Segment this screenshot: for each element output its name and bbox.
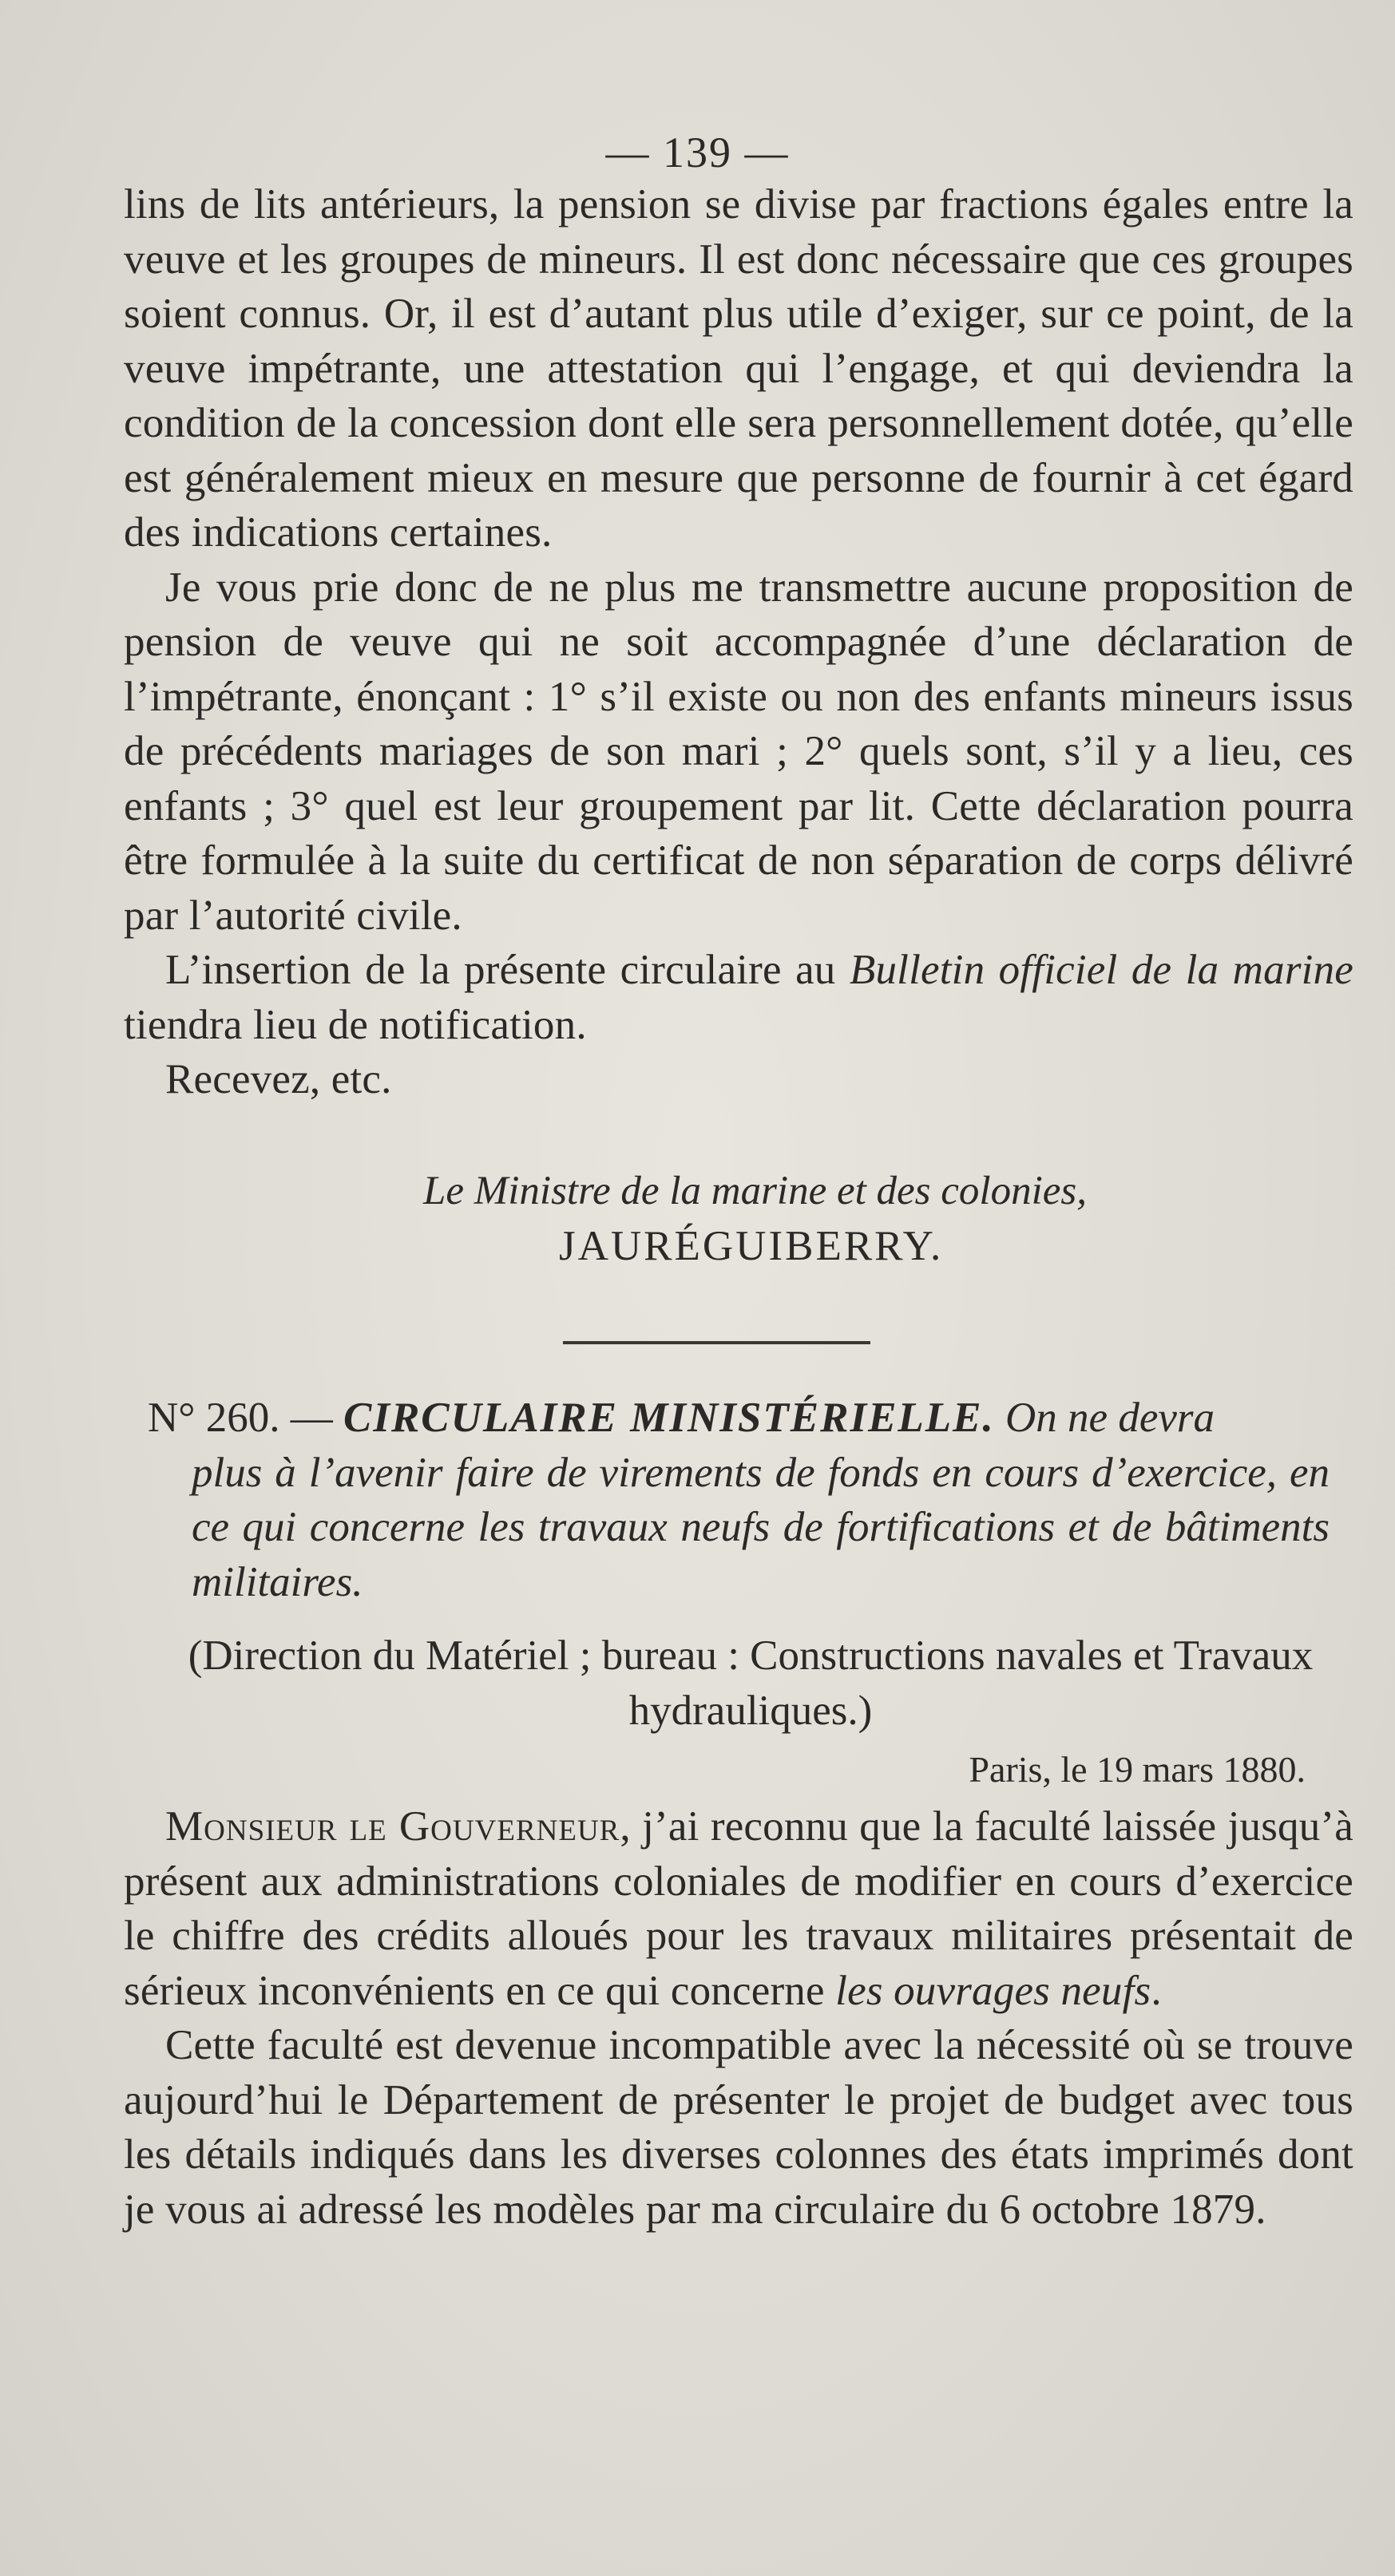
section-divider xyxy=(563,1341,870,1344)
closing-formula: Recevez, etc. xyxy=(165,1056,392,1102)
circular-description-start: On ne devra xyxy=(994,1395,1215,1441)
paragraph-insertion xyxy=(124,943,1353,1052)
page-number: — 139 — xyxy=(605,129,790,176)
bulletin-title: Bulletin officiel de la marine xyxy=(849,947,1353,993)
insertion-text-after: tiendra lieu de notification. xyxy=(124,1001,587,1048)
circular-title: CIRCULAIRE MINISTÉRIELLE. xyxy=(343,1395,995,1441)
insertion-text-before: L’insertion de la présente circulaire au xyxy=(165,947,850,993)
body-text-bottom xyxy=(124,1799,1353,2237)
circular-heading xyxy=(148,1391,1330,1609)
direction-note: (Direction du Matériel ; bureau : Constructions navales et Travaux hydrauliques.) xyxy=(188,1632,1314,1734)
new-works-phrase: les ouvrages neufs xyxy=(835,1967,1151,2014)
signature-title: Le Ministre de la marine et des colonies, xyxy=(423,1169,1087,1213)
paragraph-incompatibility: Cette faculté est devenue incompatible avec la nécessité où se trouve aujourd’hui le Département de présenter le projet de budget avec tous les détails indiqués dans les diverses colonnes des états imprimés dont je vous ai adressé les modèles par ma circulaire du 6 octobre 1879. xyxy=(124,2022,1353,2233)
signature-name: JAURÉGUIBERRY. xyxy=(559,1223,944,1269)
body-text-top xyxy=(124,177,1353,1107)
paragraph-recognition xyxy=(124,1799,1353,2018)
date-line: Paris, le 19 mars 1880. xyxy=(969,1749,1306,1790)
salutation: Monsieur le Gouverneur xyxy=(165,1803,620,1850)
paragraph-request: Je vous prie donc de ne plus me transmettre aucune proposition de pension de veuve qui ne soit accompagnée d’une déclaration de l’impétrante, énonçant : 1° s’il existe ou non des enfants mineurs issus de précédents mariages de son mari ; 2° quels sont, s’il y a lieu, ces enfants ; 3° quel est leur groupement par lit. Cette déclaration pourra être formulée à la suite du certificat de non séparation de corps délivré par l’autorité civile. xyxy=(124,564,1353,939)
circular-number: N° 260. — xyxy=(148,1395,343,1441)
paragraph-continuation: lins de lits antérieurs, la pension se divise par fractions égales entre la veuve et les groupes de mineurs. Il est donc nécessaire que ces groupes soient connus. Or, il est d’autant plus utile d’exiger, sur ce point, de la veuve impétrante, une attestation qui l’engage, et qui deviendra la condition de la concession dont elle sera personnellement dotée, qu’elle est généralement mieux en mesure que personne de fournir à cet égard des indications certaines. xyxy=(124,181,1353,556)
recognition-body: , j’ai reconnu que la faculté laissée jusqu’à présent aux administrations coloniales de modifier en cours d’exercice le chiffre des crédits alloués pour les travaux militaires présentait de sérieux inconvénients en ce qui concerne xyxy=(124,1803,1353,2014)
circular-description: plus à l’avenir faire de virements de fonds en cours d’exercice, en ce qui concerne les travaux neufs de fortifications et de bâtiments militaires. xyxy=(192,1449,1330,1605)
recognition-end: . xyxy=(1151,1967,1162,2014)
